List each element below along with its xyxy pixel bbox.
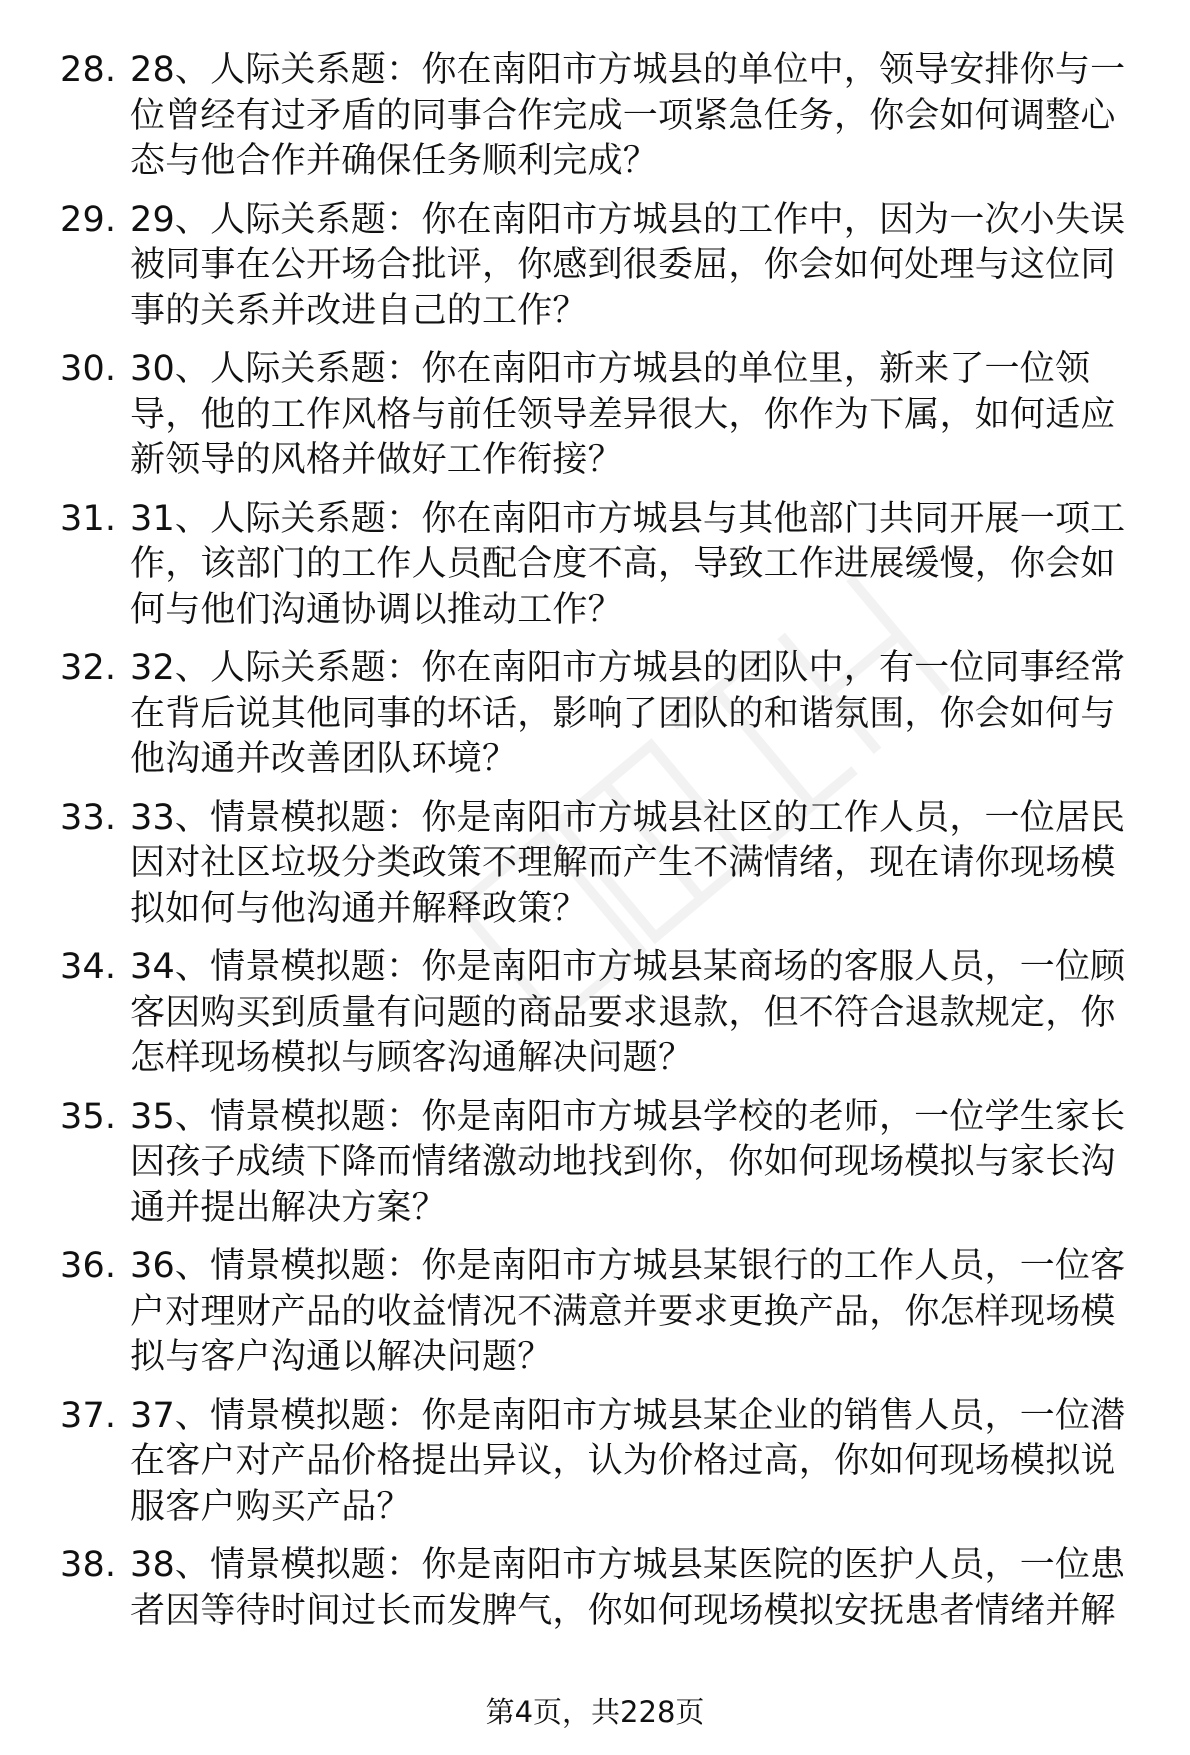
question-text: 34、情景模拟题：你是南阳市方城县某商场的客服人员，一位顾客因购买到质量有问题的商品要求退款，但不符合退款规定，你怎样现场模拟与顾客沟通解决问题？	[130, 947, 1126, 1078]
question-text: 31、人际关系题：你在南阳市方城县与其他部门共同开展一项工作，该部门的工作人员配合度不高，导致工作进展缓慢，你会如何与他们沟通协调以推动工作？	[130, 498, 1126, 630]
question-text: 35、情景模拟题：你是南阳市方城县学校的老师，一位学生家长因孩子成绩下降而情绪激动地找到你，你如何现场模拟与家长沟通并提出解决方案？	[130, 1096, 1126, 1228]
question-number: 35.	[60, 1096, 117, 1137]
question-number: 36.	[60, 1246, 117, 1286]
question-number: 28.	[60, 50, 117, 90]
question-text: 30、人际关系题：你在南阳市方城县的单位里，新来了一位领导，他的工作风格与前任领导差异很大，你作为下属，如何适应新领导的风格并做好工作衔接？	[130, 349, 1116, 480]
question-item	[60, 347, 1150, 484]
question-item	[60, 497, 1150, 634]
question-text: 28、人际关系题：你在南阳市方城县的单位中，领导安排你与一位曾经有过矛盾的同事合作完成一项紧急任务，你会如何调整心态与他合作并确保任务顺利完成？	[130, 50, 1126, 181]
question-text: 38、情景模拟题：你是南阳市方城县某医院的医护人员，一位患者因等待时间过长而发脾气，你如何现场模拟安抚患者情绪并解	[130, 1545, 1126, 1631]
question-item	[60, 198, 1150, 335]
question-number: 30.	[60, 349, 117, 389]
question-item	[60, 1095, 1150, 1232]
question-item	[60, 646, 1150, 783]
question-item	[60, 1543, 1150, 1634]
question-item	[60, 48, 1150, 185]
question-item	[60, 1244, 1150, 1381]
question-number: 29.	[60, 199, 117, 240]
question-text: 32、人际关系题：你在南阳市方城县的团队中，有一位同事经常在背后说其他同事的坏话，影响了团队的和谐氛围，你会如何与他沟通并改善团队环境？	[130, 648, 1126, 779]
question-item	[60, 945, 1150, 1082]
question-number: 31.	[60, 498, 117, 539]
question-text: 29、人际关系题：你在南阳市方城县的工作中，因为一次小失误被同事在公开场合批评，你感到很委屈，你会如何处理与这位同事的关系并改进自己的工作？	[130, 199, 1126, 331]
question-text: 36、情景模拟题：你是南阳市方城县某银行的工作人员，一位客户对理财产品的收益情况不满意并要求更换产品，你怎样现场模拟与客户沟通以解决问题？	[130, 1246, 1126, 1377]
page-footer: 第4页，共228页	[485, 1695, 705, 1729]
question-number: 32.	[60, 648, 117, 688]
question-number: 37.	[60, 1395, 117, 1436]
question-item	[60, 1394, 1150, 1531]
question-number: 38.	[60, 1545, 117, 1585]
question-text: 37、情景模拟题：你是南阳市方城县某企业的销售人员，一位潜在客户对产品价格提出异议，认为价格过高，你如何现场模拟说服客户购买产品？	[130, 1395, 1126, 1527]
question-item	[60, 796, 1150, 933]
question-list	[60, 48, 1150, 1647]
question-number: 34.	[60, 947, 117, 987]
question-number: 33.	[60, 797, 117, 838]
question-text: 33、情景模拟题：你是南阳市方城县社区的工作人员，一位居民因对社区垃圾分类政策不理解而产生不满情绪，现在请你现场模拟如何与他沟通并解释政策？	[130, 797, 1126, 929]
